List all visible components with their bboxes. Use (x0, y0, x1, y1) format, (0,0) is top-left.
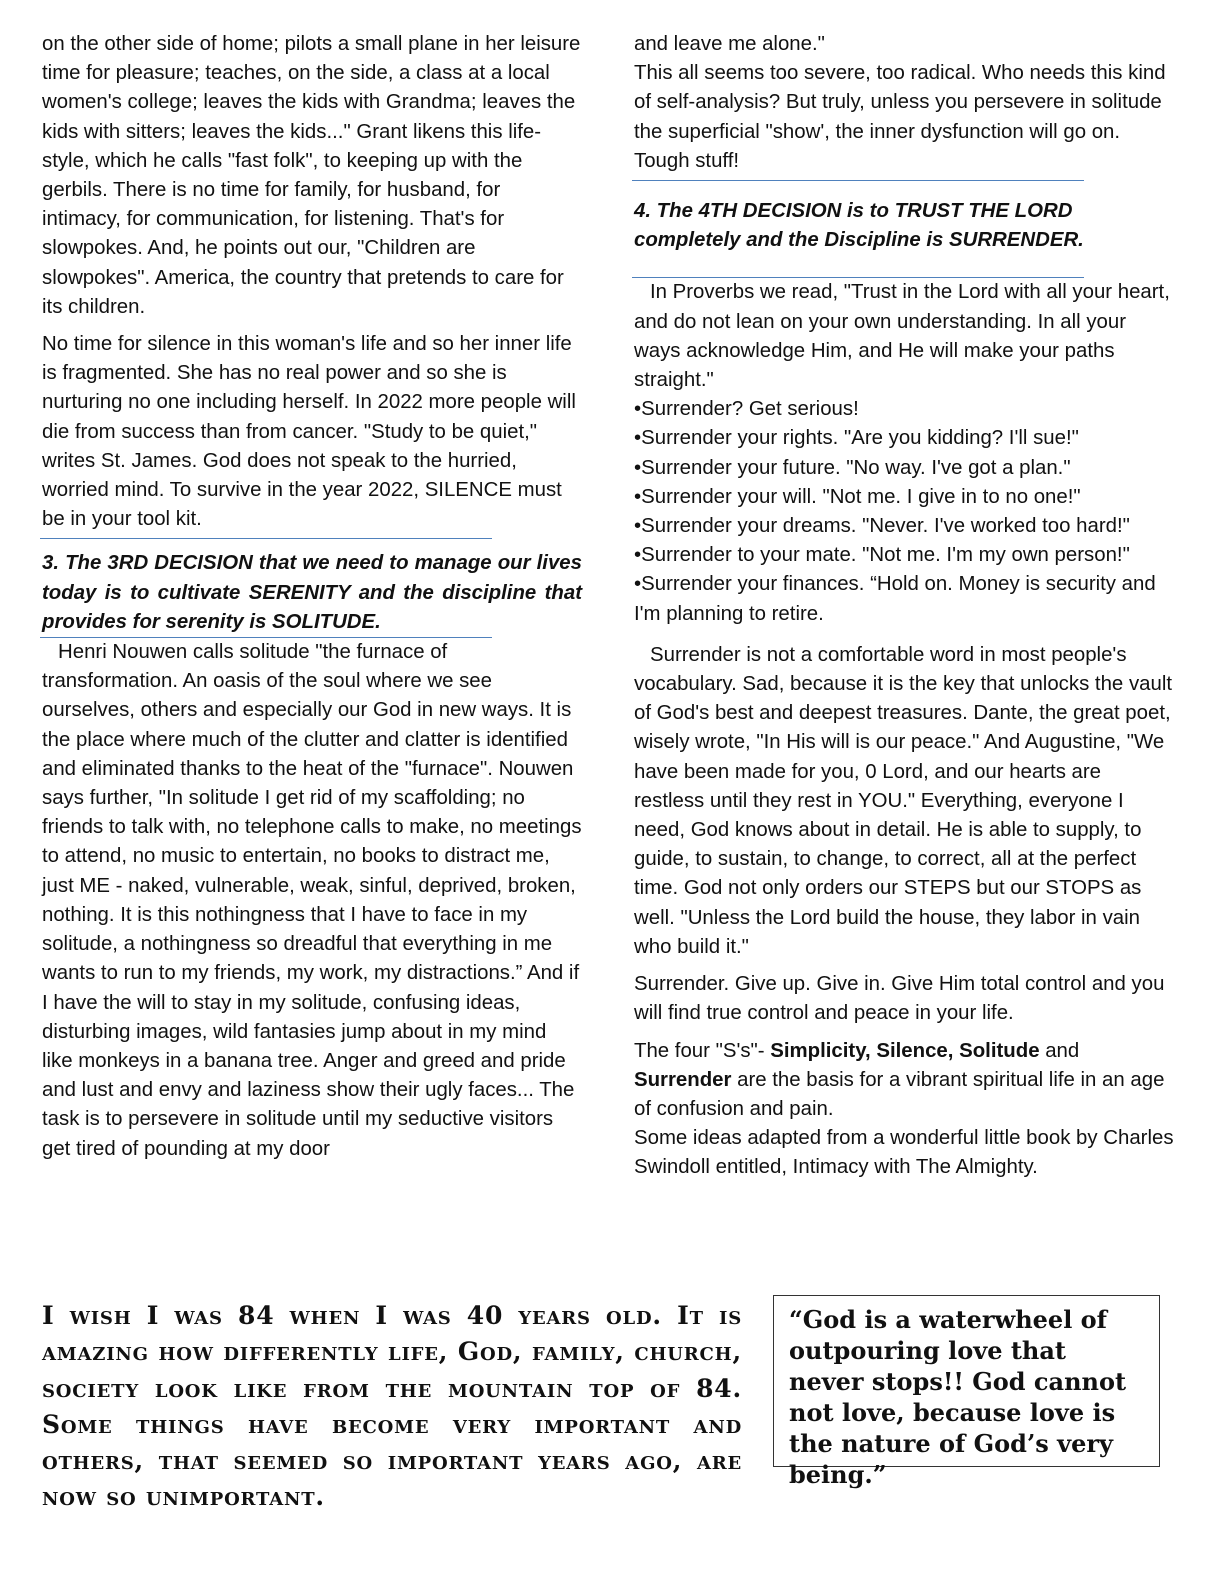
body-paragraph: on the other side of home; pilots a small plane in her leisure time for pleasure; teaches, on the side, a class at a local women's college; leaves the kids with Grandma; leaves the kids with sitters; leaves the kids..." Grant likens this life-style, which he calls "fast folk", to keeping up with the gerbils. There is no time for family, for husband, for intimacy, for communication, for listening. That's for slowpokes. And, he points out our, "Children are slowpokes". America, the country that pretends to care for its children. (42, 33, 581, 318)
waterwheel-quote: “God is a waterwheel of outpouring love that never stops!! God cannot not love, because love is the nature of God’s very being.” (789, 1305, 1127, 1489)
right-column (634, 30, 1174, 1191)
body-paragraph: This all seems too severe, too radical. Who needs this kind of self-analysis? But truly, unless you persevere in solitude the superficial "show', the inner dysfunction will go on. Tough stuff! (634, 62, 1166, 172)
body-paragraph: No time for silence in this woman's life and so her inner life is fragmented. She has no real power and so she is nurturing no one including herself. In 2022 more people will die from success than from cancer. "Study to be quiet," writes St. James. God does not speak to the hurried, worried mind. To survive in the year 2022, SILENCE must be in your tool kit. (42, 333, 576, 531)
list-item: • Surrender your will. "Not me. I give in to no one!" (634, 483, 1174, 512)
list-item: • Surrender your dreams. "Never. I've worked too hard!" (634, 512, 1174, 541)
surrender-list (634, 395, 1174, 629)
body-paragraph: In Proverbs we read, "Trust in the Lord with all your heart, and do not lean on your own understanding. In all your ways acknowledge Him, and He will make your paths straight." (634, 281, 1170, 392)
list-item: • Surrender your rights. "Are you kidding? I'll sue!" (634, 424, 1174, 453)
section-divider (40, 538, 492, 539)
list-item: • Surrender your finances. “Hold on. Money is security and I'm planning to retire. (634, 570, 1174, 628)
body-paragraph: Surrender is not a comfortable word in most people's vocabulary. Sad, because it is the key that unlocks the vault of God's best and deepest treasures. Dante, the great poet, wisely wrote, "In His will is our peace." And Augustine, "We have been made for you, 0 Lord, and our hearts are restless until they rest in YOU." Everything, everyone I need, God knows about in detail. He is able to supply, to guide, to sustain, to change, to correct, all at the perfect time. God not only orders our STEPS but our STOPS as well. "Unless the Lord build the house, they labor in vain who build it." (634, 643, 1173, 958)
list-item: • Surrender your future. "No way. I've got a plan." (634, 454, 1174, 483)
source-note: Some ideas adapted from a wonderful little book by Charles Swindoll entitled, Intimacy with The Almighty. (634, 1127, 1174, 1179)
list-item: • Surrender to your mate. "Not me. I'm my own person!" (634, 541, 1174, 570)
four-s-intro: The four "S's"- (634, 1039, 771, 1062)
list-item: • Surrender? Get serious! (634, 395, 1174, 424)
section-heading-3: 3. The 3RD DECISION that we need to manage our lives today is to cultivate SERENITY and the discipline that provides for serenity is SOLITUDE. (42, 552, 582, 633)
four-s-paragraph (634, 1037, 1174, 1125)
body-paragraph: Henri Nouwen calls solitude "the furnace of transformation. An oasis of the soul where we see ourselves, others and especially our God in new ways. It is the place where much of the clutter and clatter is identified and eliminated thanks to the heat of the "furnace". Nouwen says further, "In solitude I get rid of my scaffolding; no friends to talk with, no telephone calls to make, no meetings to attend, no music to entertain, no books to distract me, just ME - naked, vulnerable, weak, sinful, deprived, broken, nothing. It is this nothingness that I have to face in my solitude, a nothingness so dreadful that everything in me wants to run to my friends, my work, my distractions.” And if I have the will to stay in my solitude, confusing ideas, disturbing images, wild fantasies jump about in my mind like monkeys in a banana tree. Anger and greed and pride and lust and envy and laziness show their ugly faces... The task is to persevere in solitude until my seductive visitors get tired of pounding at my door (42, 641, 582, 1160)
quote-box (773, 1295, 1160, 1489)
section-heading-4: 4. The 4TH DECISION is to TRUST THE LORD completely and the Discipline is SURRENDER. (634, 200, 1084, 252)
left-column (42, 30, 582, 1172)
four-s-bold-terms: Simplicity, Silence, Solitude (770, 1039, 1040, 1062)
section-divider (632, 180, 1084, 181)
age-reflection-quote: I wish I was 84 when I was 40 years old. It is amazing how differently life, God, family, church, society look like from the mountain top of 84. Some things have become very important and others, that seemed so important years ago, are now so unimportant. (42, 1301, 742, 1512)
body-paragraph: and leave me alone." (634, 33, 825, 55)
body-paragraph: Surrender. Give up. Give in. Give Him total control and you will find true control and peace in your life. (634, 973, 1165, 1025)
four-s-and: and (1039, 1039, 1080, 1062)
four-s-bold-surrender: Surrender (634, 1068, 732, 1091)
four-s-rest: are the basis for a vibrant spiritual life in an age of confusion and pain. (634, 1068, 1165, 1120)
